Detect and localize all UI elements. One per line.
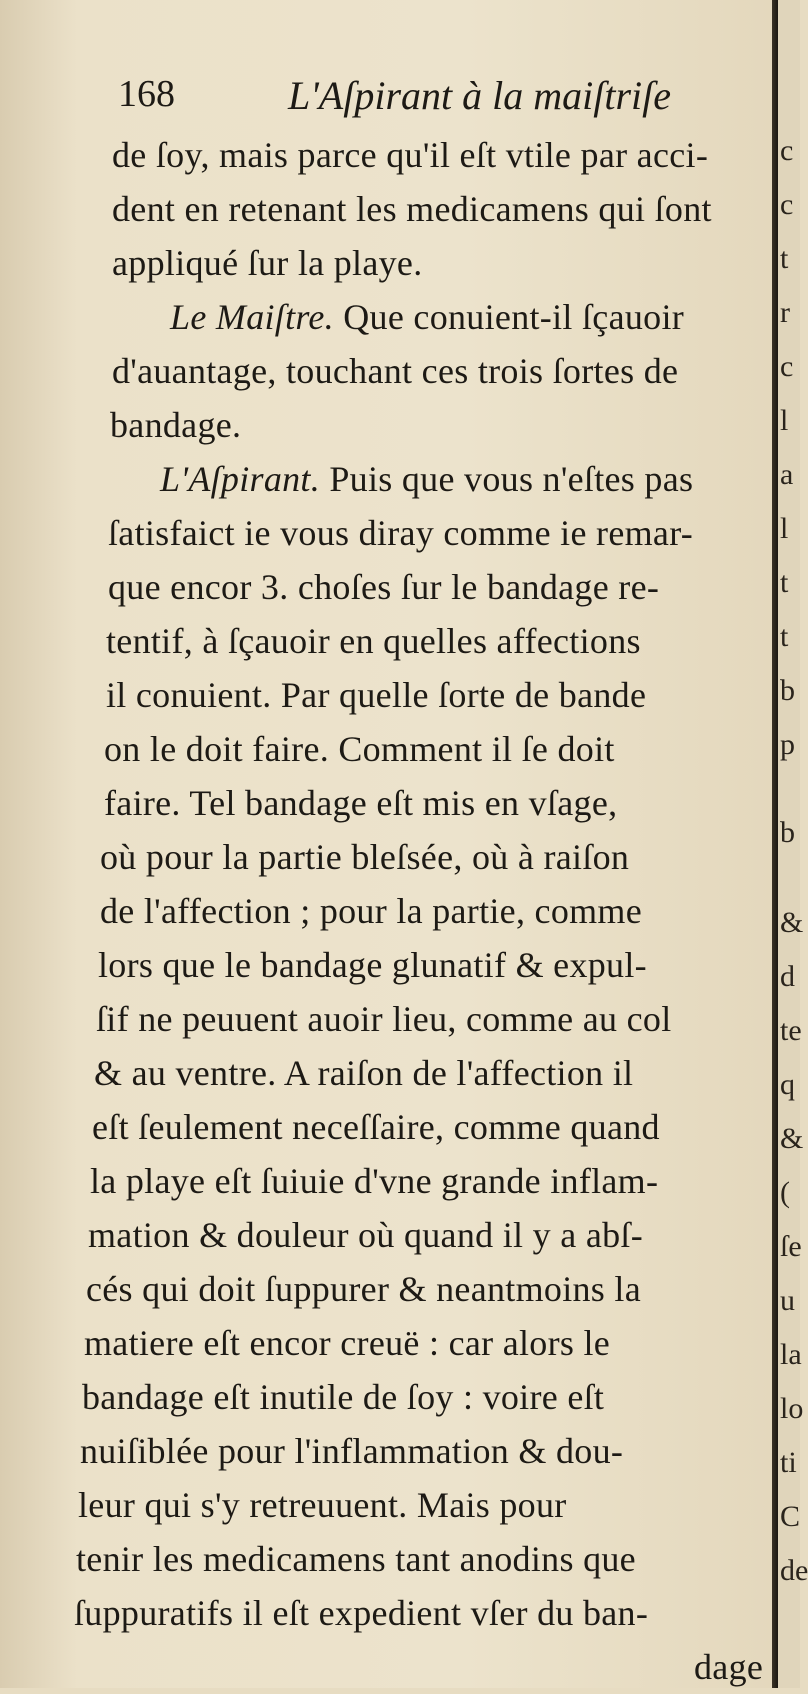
adjacent-page-fragment: b: [780, 816, 795, 849]
text-line: bandage.: [110, 405, 242, 445]
text-line: [160, 452, 693, 506]
text-line: dage: [694, 1647, 764, 1687]
text-line: faire. Tel bandage eſt mis en vſage,: [104, 783, 618, 823]
text-line-rest: Puis que vous n'eſtes pas: [320, 459, 694, 499]
text-line: que encor 3. choſes ſur le bandage re-: [108, 567, 660, 607]
adjacent-page-fragment: &: [780, 1122, 804, 1155]
text-line: leur qui s'y retreuuent. Mais pour: [78, 1485, 567, 1525]
text-line: appliqué ſur la playe.: [112, 243, 423, 283]
adjacent-page-fragment: de: [780, 1554, 808, 1587]
adjacent-page-fragment: q: [780, 1068, 795, 1101]
adjacent-page-edge: [778, 0, 808, 1688]
text-line: ſatisfaict ie vous diray comme ie remar-: [108, 513, 694, 553]
text-line: il conuient. Par quelle ſorte de bande: [106, 675, 647, 715]
adjacent-page-fragment: te: [780, 1014, 802, 1047]
adjacent-page-fragment: ſe: [780, 1230, 802, 1263]
text-line-rest: Que conuient-il ſçauoir: [333, 297, 685, 337]
text-line: cés qui doit ſuppurer & neantmoins la: [86, 1269, 641, 1309]
adjacent-page-fragment: c: [780, 350, 794, 383]
adjacent-page-fragment: b: [780, 674, 795, 707]
adjacent-page-fragment: r: [780, 296, 790, 329]
adjacent-page-fragment: t: [780, 242, 789, 275]
text-line: de l'affection ; pour la partie, comme: [100, 891, 643, 931]
adjacent-page-fragment: l: [780, 512, 789, 545]
adjacent-page-fragment: (: [780, 1176, 790, 1209]
text-line: eſt ſeulement neceſſaire, comme quand: [92, 1107, 660, 1147]
text-line: la playe eſt ſuiuie d'vne grande inflam-: [90, 1161, 659, 1201]
page-header: [118, 72, 718, 128]
text-line: [170, 290, 684, 344]
adjacent-page-fragment: t: [780, 566, 789, 599]
text-line: ſif ne peuuent auoir lieu, comme au col: [96, 999, 672, 1039]
text-line: ſuppuratifs il eſt expedient vſer du ban-: [74, 1593, 649, 1633]
running-head: L'Aſpirant à la maiſtriſe: [288, 73, 672, 118]
adjacent-page-fragment: la: [780, 1338, 802, 1371]
text-line: mation & douleur où quand il y a abſ-: [88, 1215, 643, 1255]
text-line: bandage eſt inutile de ſoy : voire eſt: [82, 1377, 605, 1417]
adjacent-page-fragment: &: [780, 906, 804, 939]
text-line: dent en retenant les medicamens qui ſont: [112, 189, 712, 229]
adjacent-page-fragment: a: [780, 458, 794, 491]
text-line: où pour la partie bleſsée, où à raiſon: [100, 837, 630, 877]
adjacent-page-fragment: ti: [780, 1446, 797, 1479]
adjacent-page-fragment: lo: [780, 1392, 804, 1425]
text-line: tentif, à ſçauoir en quelles affections: [106, 621, 641, 661]
adjacent-page-fragment: u: [780, 1284, 795, 1317]
text-line: lors que le bandage glunatif & expul-: [98, 945, 647, 985]
text-line: matiere eſt encor creuë : car alors le: [84, 1323, 611, 1363]
adjacent-page-fragment: p: [780, 728, 795, 761]
adjacent-page-fragment: c: [780, 134, 794, 167]
text-line: tenir les medicamens tant anodins que: [76, 1539, 636, 1579]
page-number: 168: [118, 73, 175, 115]
adjacent-page-fragment: t: [780, 620, 789, 653]
adjacent-page-fragment: d: [780, 960, 795, 993]
text-line: on le doit faire. Comment il ſe doit: [104, 729, 615, 769]
text-line: & au ventre. A raiſon de l'affection il: [94, 1053, 634, 1093]
text-line: nuiſiblée pour l'inflammation & dou-: [80, 1431, 624, 1471]
speaker-label: Le Maiſtre.: [170, 297, 334, 337]
speaker-label: L'Aſpirant.: [160, 459, 321, 499]
adjacent-page-fragment: c: [780, 188, 794, 221]
adjacent-page-fragment: C: [780, 1500, 801, 1533]
text-line: de ſoy, mais parce qu'il eſt vtile par acci-: [112, 135, 709, 175]
adjacent-page-fragment: l: [780, 404, 789, 437]
text-line: d'auantage, touchant ces trois ſortes de: [112, 351, 679, 391]
